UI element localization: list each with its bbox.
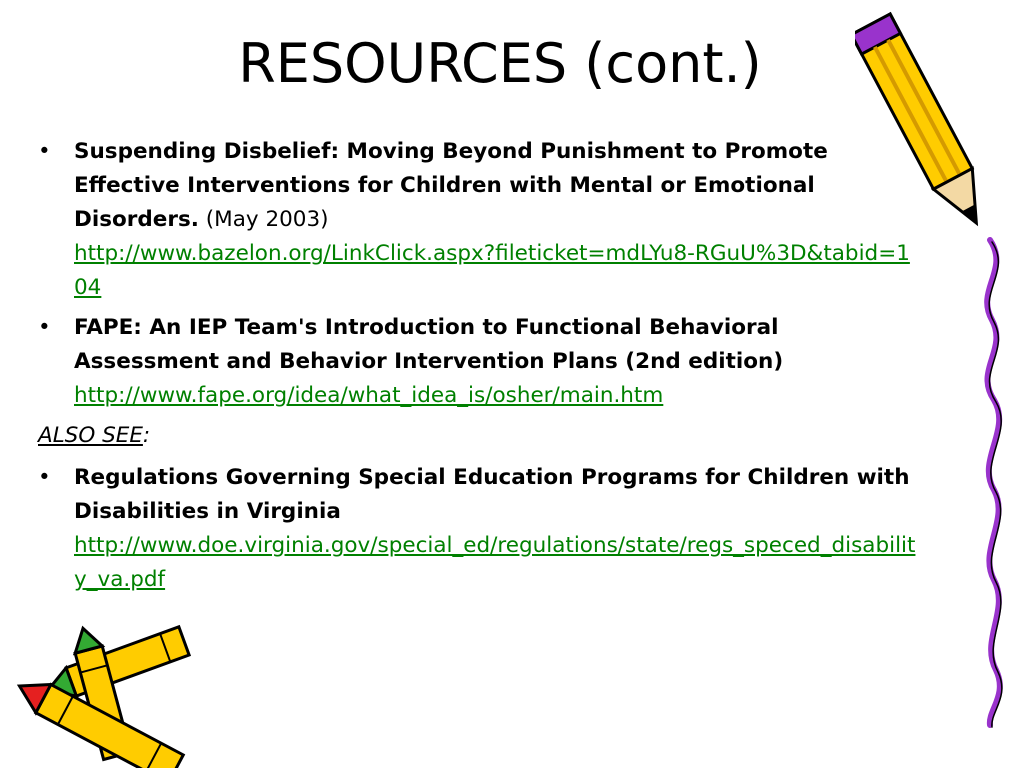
- bullet-icon: •: [38, 465, 51, 490]
- list-item: [38, 135, 918, 305]
- list-item: [38, 461, 918, 597]
- bullet-icon: •: [38, 139, 51, 164]
- resource-list: [38, 135, 918, 603]
- resource-title: Regulations Governing Special Education Programs for Children with Disabilities in Virginia: [74, 465, 910, 524]
- resource-link[interactable]: http://www.bazelon.org/LinkClick.aspx?fileticket=mdLYu8-RGuU%3D&tabid=104: [74, 241, 910, 300]
- slide-title: RESOURCES (cont.): [238, 32, 762, 95]
- also-see-label: ALSO SEE: [38, 423, 143, 448]
- resource-link[interactable]: http://www.doe.virginia.gov/special_ed/regulations/state/regs_speced_disability_va.pdf: [74, 533, 916, 592]
- resource-link[interactable]: http://www.fape.org/idea/what_idea_is/osher/main.htm: [74, 383, 664, 408]
- pencil-icon: [855, 0, 1005, 250]
- curly-line-decoration: [950, 230, 1024, 730]
- resource-title: Suspending Disbelief: Moving Beyond Punishment to Promote Effective Interventions for Children with Mental or Emotional Disorders.: [74, 139, 828, 232]
- bullet-icon: •: [38, 315, 51, 340]
- resource-date: (May 2003): [198, 207, 329, 232]
- crayon-icon: [0, 618, 210, 768]
- list-item: [38, 311, 918, 413]
- resource-title: FAPE: An IEP Team's Introduction to Functional Behavioral Assessment and Behavior Intervention Plans (2nd edition): [74, 315, 784, 374]
- also-see-colon: :: [142, 423, 151, 448]
- also-see-heading: [38, 419, 918, 453]
